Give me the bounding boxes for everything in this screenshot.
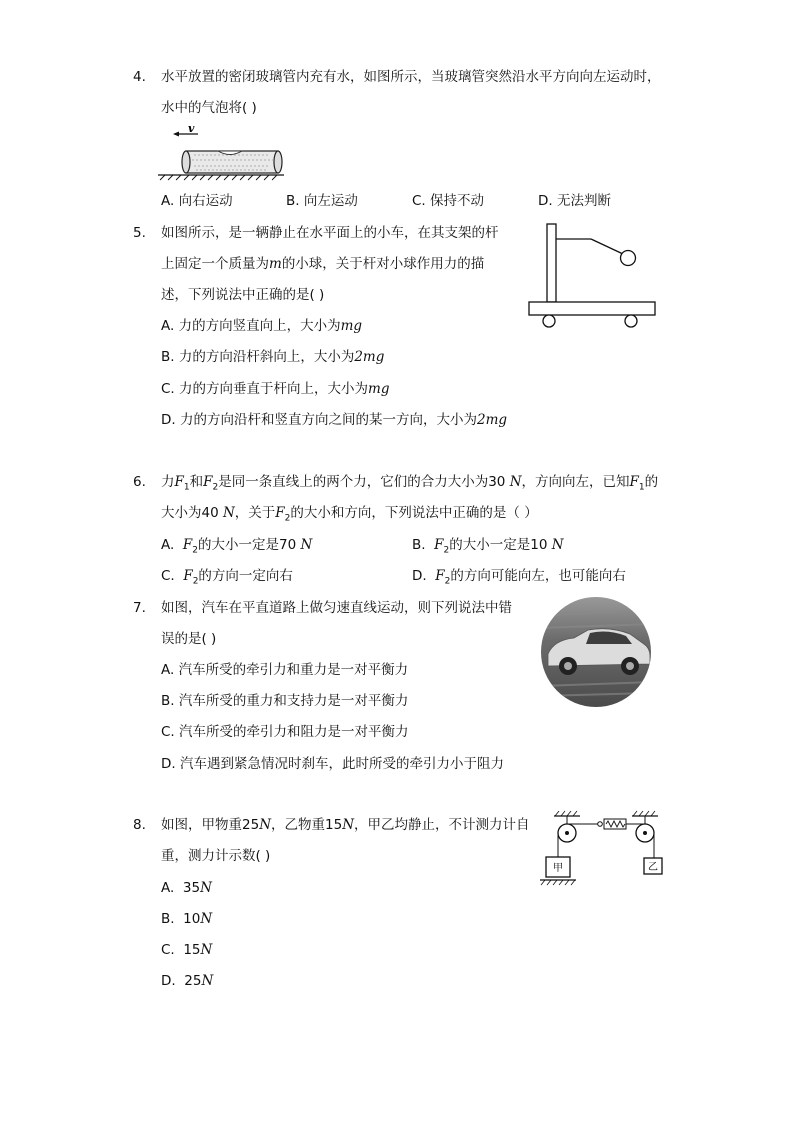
option-d[interactable]: D. 力的方向沿杆和竖直方向之间的某一方向，大小为2mg: [161, 412, 508, 428]
option-a[interactable]: A. 力的方向竖直向上，大小为mg: [161, 318, 363, 334]
math-m: m: [269, 256, 282, 272]
question-number: 4.: [133, 69, 146, 85]
question-stem: 水中的气泡将( ): [161, 100, 257, 116]
wheel: [625, 315, 637, 327]
question-stem: 上固定一个质量为m的小球，关于杆对小球作用力的描: [161, 256, 485, 272]
question-stem: 力$F_1$和$F_2$是同一条直线上的两个力，它们的合力大小为30 N，方向向左，已知$F_1$的: [161, 474, 659, 493]
option-a[interactable]: A. 35N: [161, 880, 212, 896]
option-a[interactable]: A. 向右运动: [161, 193, 233, 209]
question-stem: 如图，汽车在平直道路上做匀速直线运动，则下列说法中错: [161, 600, 512, 616]
ground-hatch: [160, 175, 277, 180]
block-jia-label: 甲: [553, 863, 563, 874]
option-b[interactable]: B. 力的方向沿杆斜向上，大小为2mg: [161, 349, 385, 365]
question-stem: 误的是( ): [161, 631, 217, 647]
question-stem: 重，测力计示数( ): [161, 848, 271, 864]
option-a[interactable]: A. $F_2$的大小一定是70 N: [161, 537, 313, 556]
cart-body: [529, 302, 655, 315]
option-d[interactable]: D. 无法判断: [538, 193, 611, 209]
arrow-head: [173, 132, 179, 137]
question-stem: 如图，甲物重25N，乙物重15N，甲乙均静止，不计测力计自: [161, 817, 530, 833]
pulley-spring-figure: [540, 810, 662, 890]
ceiling-hatch: [555, 811, 577, 816]
option-d[interactable]: D. 汽车遇到紧急情况时刹车，此时所受的牵引力小于阻力: [161, 756, 504, 772]
floor-hatch: [541, 880, 575, 885]
block-yi-label: 乙: [648, 862, 658, 873]
question-number: 6.: [133, 474, 146, 490]
option-b[interactable]: B. $F_2$的大小一定是10 N: [412, 537, 564, 556]
cart-pole: [547, 224, 556, 302]
option-c[interactable]: C. 保持不动: [412, 193, 485, 209]
question-number: 5.: [133, 225, 146, 241]
ball: [621, 251, 636, 266]
question-number: 7.: [133, 600, 146, 616]
option-b[interactable]: B. 10N: [161, 911, 213, 927]
question-number: 8.: [133, 817, 146, 833]
glass-tube-figure: [158, 120, 288, 180]
bracket-rod: [591, 239, 623, 254]
wheel: [543, 315, 555, 327]
question-stem: 如图所示，是一辆静止在水平面上的小车，在其支架的杆: [161, 225, 499, 241]
velocity-label: v: [188, 122, 195, 135]
option-c[interactable]: C. 15N: [161, 942, 213, 958]
option-b[interactable]: B. 汽车所受的重力和支持力是一对平衡力: [161, 693, 409, 709]
option-d[interactable]: D. $F_2$的方向可能向左，也可能向右: [412, 568, 626, 587]
question-stem: 水平放置的密闭玻璃管内充有水，如图所示，当玻璃管突然沿水平方向向左运动时，: [161, 69, 661, 85]
option-b[interactable]: B. 向左运动: [286, 193, 358, 209]
option-c[interactable]: C. 力的方向垂直于杆向上，大小为mg: [161, 381, 390, 397]
option-d[interactable]: D. 25N: [161, 973, 214, 989]
cart-figure: [527, 222, 657, 332]
option-a[interactable]: A. 汽车所受的牵引力和重力是一对平衡力: [161, 662, 409, 678]
car-photo: [540, 596, 652, 708]
glass-tube: [182, 151, 282, 173]
option-c[interactable]: C. 汽车所受的牵引力和阻力是一对平衡力: [161, 724, 409, 740]
option-c[interactable]: C. $F_2$的方向一定向右: [161, 568, 293, 587]
question-stem: 述，下列说法中正确的是( ): [161, 287, 325, 303]
ceiling-hatch: [633, 811, 655, 816]
question-stem: 大小为40 N，关于$F_2$的大小和方向，下列说法中正确的是（ ）: [161, 505, 538, 524]
